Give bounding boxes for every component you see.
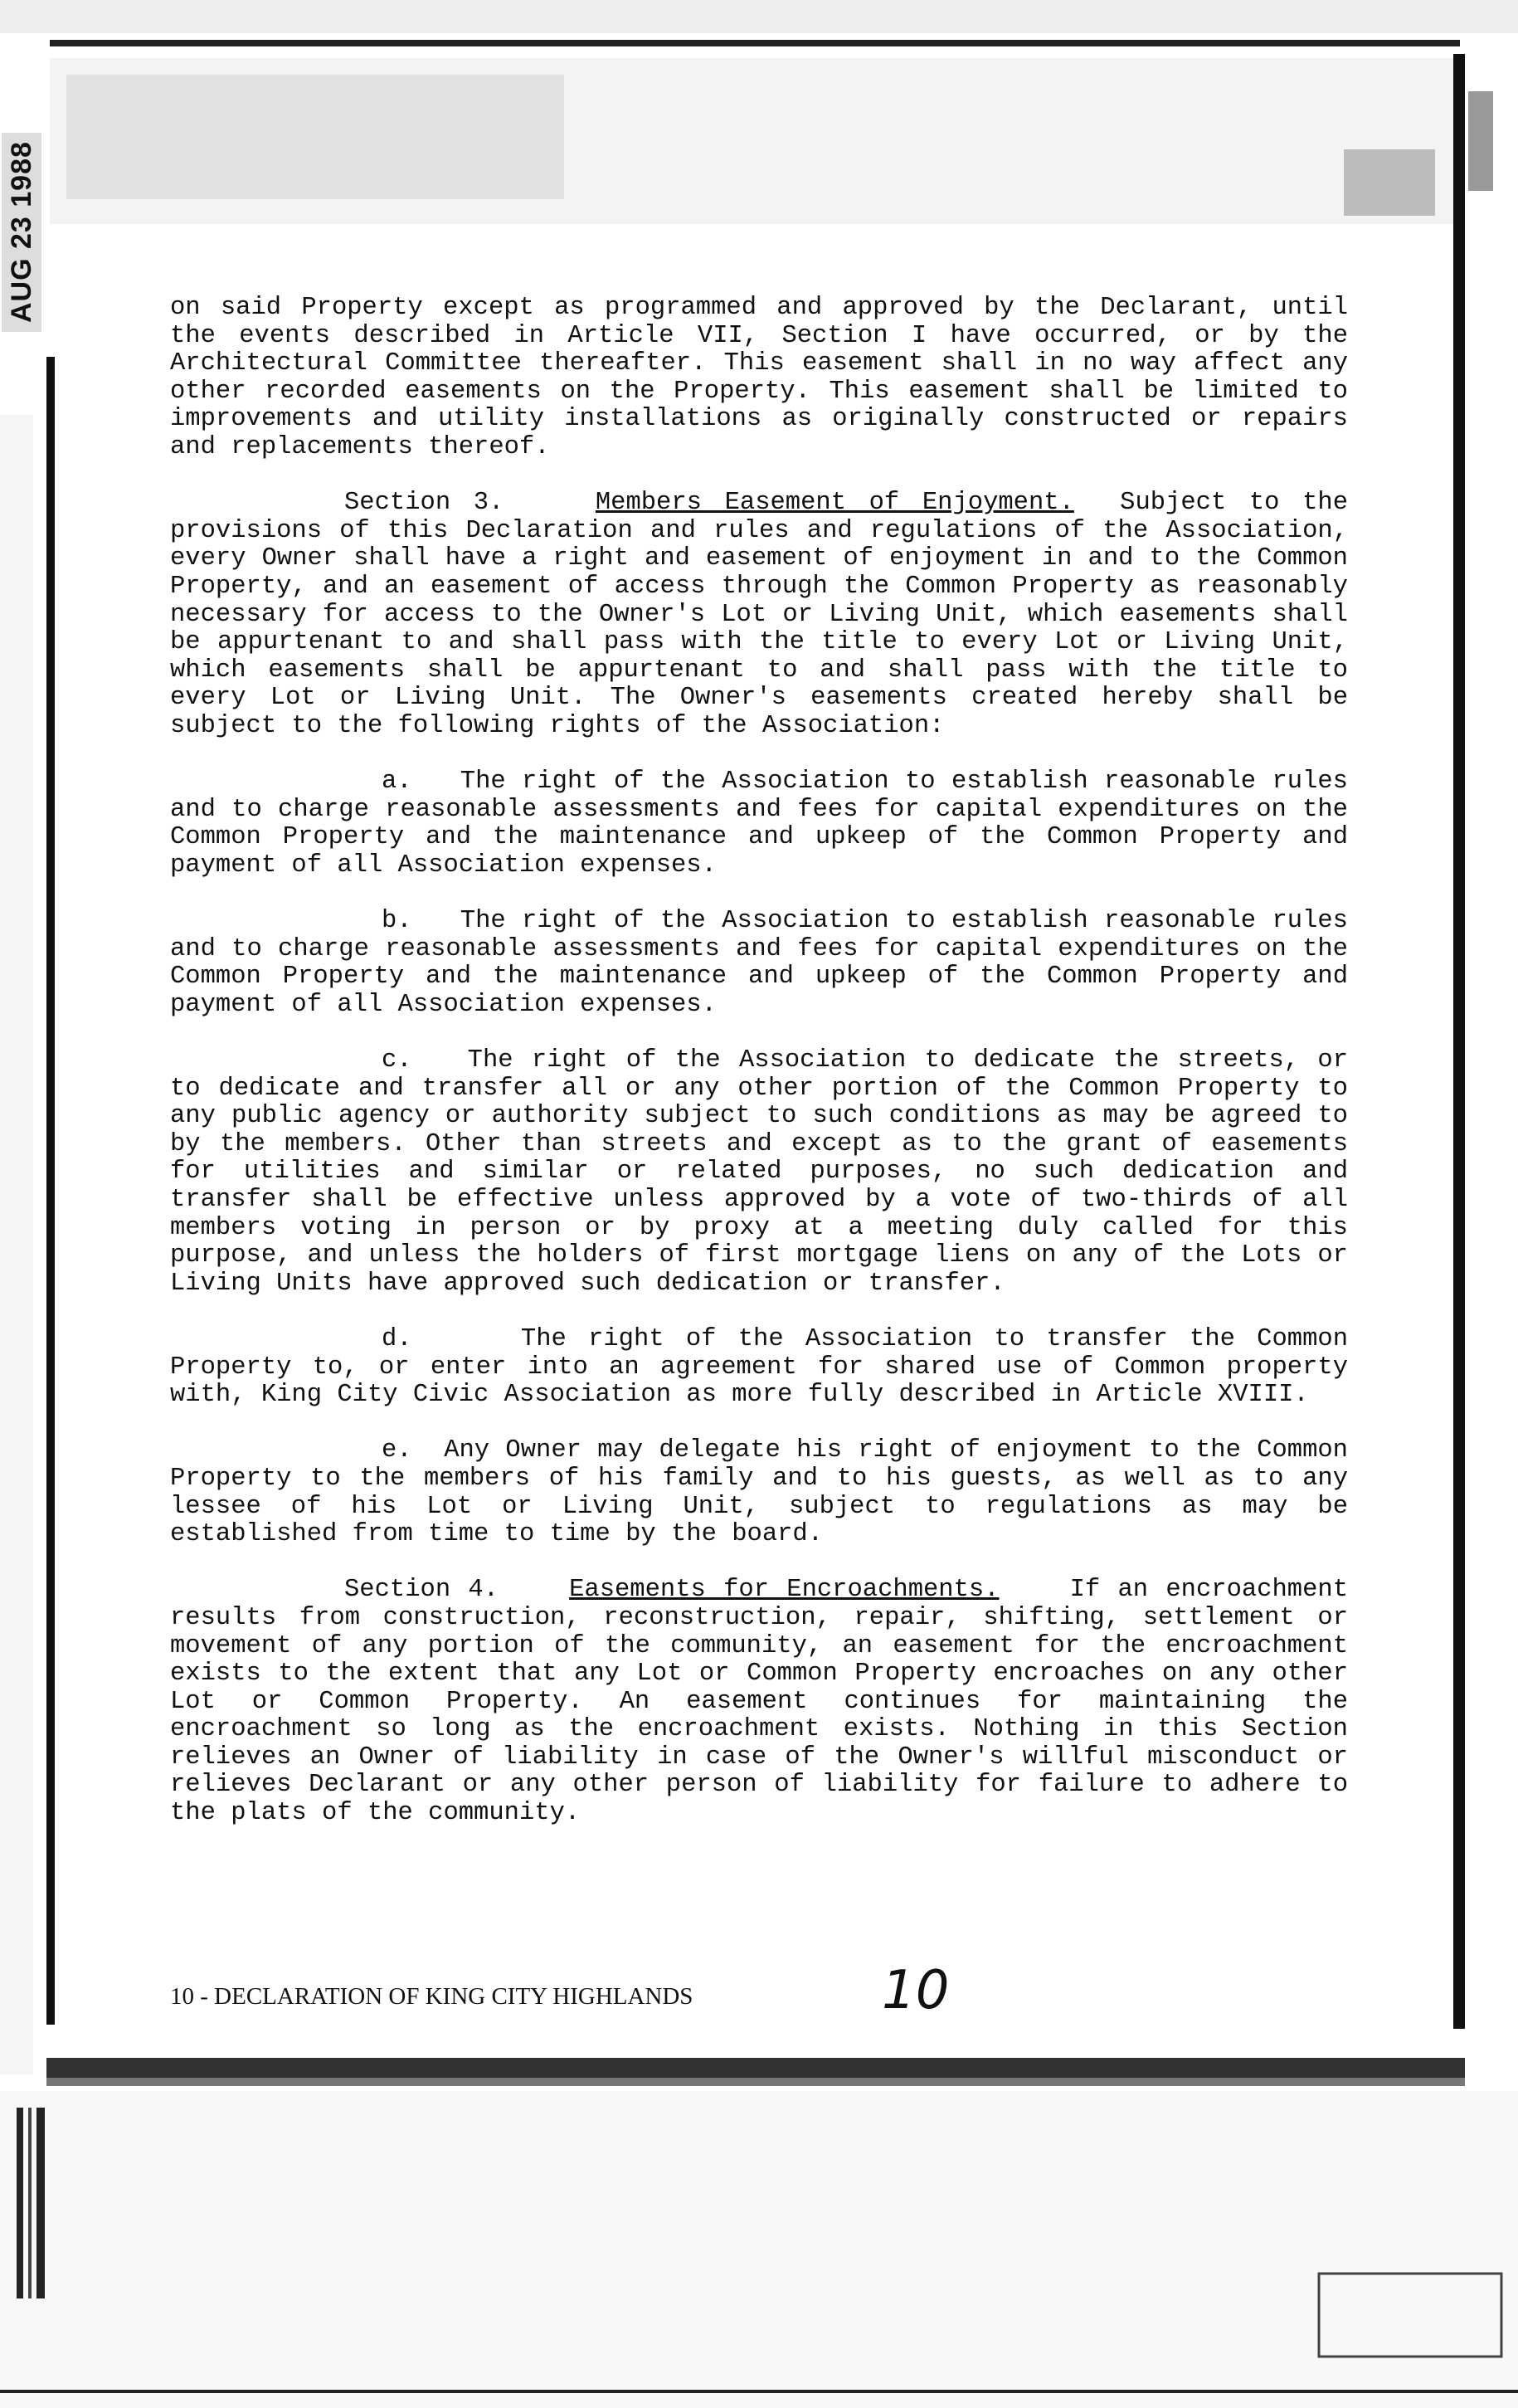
item-e-letter: e. [382, 1436, 412, 1465]
item-b-text: The right of the Association to establish reasonable rules and to charge reasonable assessments and fees for capital expenditures on the Common Property and the maintenance and upkeep of the Common Property and payment of all Association expenses. [170, 907, 1348, 1019]
item-c-letter: c. [382, 1046, 412, 1075]
item-d-paragraph [170, 1326, 1348, 1410]
intro-paragraph: on said Property except as programmed and approved by the Declarant, until the events described in Article VII, Section I have occurred, or by the Architectural Committee thereafter. This easement shall in no way affect any other recorded easements on the Property. This easement shall be limited to improvements and utility installations as originally constructed or repairs and replacements thereof. [170, 294, 1348, 461]
item-a-paragraph [170, 768, 1348, 880]
item-c-paragraph [170, 1047, 1348, 1298]
document-page [170, 295, 1348, 1855]
section-4-text: If an encroachment results from construction, reconstruction, repair, shifting, settlement or movement of any portion of the community, an easement for the encroachment exists to the extent that any Lot or Common Property encroaches on any other Lot or Common Property. An easement continues for maintaining the encroachment so long as the encroachment exists. Nothing in this Section relieves an Owner of liability in case of the Owner's willful misconduct or relieves Declarant or any other person of liability for failure to adhere to the plats of the community. [170, 1576, 1348, 1828]
item-b-letter: b. [382, 907, 412, 936]
item-d-text: The right of the Association to transfer the Common Property to, or enter into an agreement for shared use of Common property with, King City Civic Association as more fully described in Article XVIII. [170, 1324, 1349, 1410]
item-e-paragraph [170, 1437, 1348, 1548]
date-received-stamp: AUG 23 1988 [2, 133, 41, 332]
section-4-paragraph [170, 1577, 1348, 1827]
section-3-text: Subject to the provisions of this Declaration and rules and regulations of the Association, every Owner shall have a right and easement of enjoyment in and to the Common Property, and an easement of access through the Common Property as reasonably necessary for access to the Owner's Lot or Living Unit, which easements shall be appurtenant to and shall pass with the title to every Lot or Living Unit, which easements shall be appurtenant to and shall pass with the title to every Lot or Living Unit. The Owner's easements created hereby shall be subject to the following rights of the Association: [170, 489, 1349, 740]
section-3-paragraph [170, 490, 1348, 740]
section-3-heading: Members Easement of Enjoyment. [595, 489, 1074, 518]
section-4-heading: Easements for Encroachments. [569, 1576, 1000, 1605]
handwritten-page-number: 10 [882, 1960, 950, 2021]
section-4-label: Section 4. [344, 1576, 499, 1605]
item-e-text: Any Owner may delegate his right of enjoyment to the Common Property to the members of his family and to his guests, as well as to any lessee of his Lot or Living Unit, subject to regulations as may be established from time to time by the board. [170, 1436, 1348, 1549]
item-b-paragraph [170, 908, 1348, 1019]
item-d-letter: d. [382, 1324, 412, 1353]
item-a-letter: a. [382, 768, 412, 797]
item-c-text: The right of the Association to dedicate the streets, or to dedicate and transfer all or any other portion of the Common Property to any public agency or authority subject to such conditions as may be agreed to by the members. Other than streets and except as to the grant of easements for utilities and similar or related purposes, no such dedication and transfer shall be effective unless approved by a vote of two-thirds of all members voting in person or by proxy at a meeting duly called for this purpose, and unless the holders of first mortgage liens on any of the Lots or Living Units have approved such dedication or transfer. [170, 1046, 1348, 1298]
item-a-text: The right of the Association to establish reasonable rules and to charge reasonable assessments and fees for capital expenditures on the Common Property and the maintenance and upkeep of the Common Property and payment of all Association expenses. [170, 768, 1348, 880]
page-footer: 10 - DECLARATION OF KING CITY HIGHLANDS [170, 1983, 693, 2010]
section-3-label: Section 3. [344, 489, 504, 518]
